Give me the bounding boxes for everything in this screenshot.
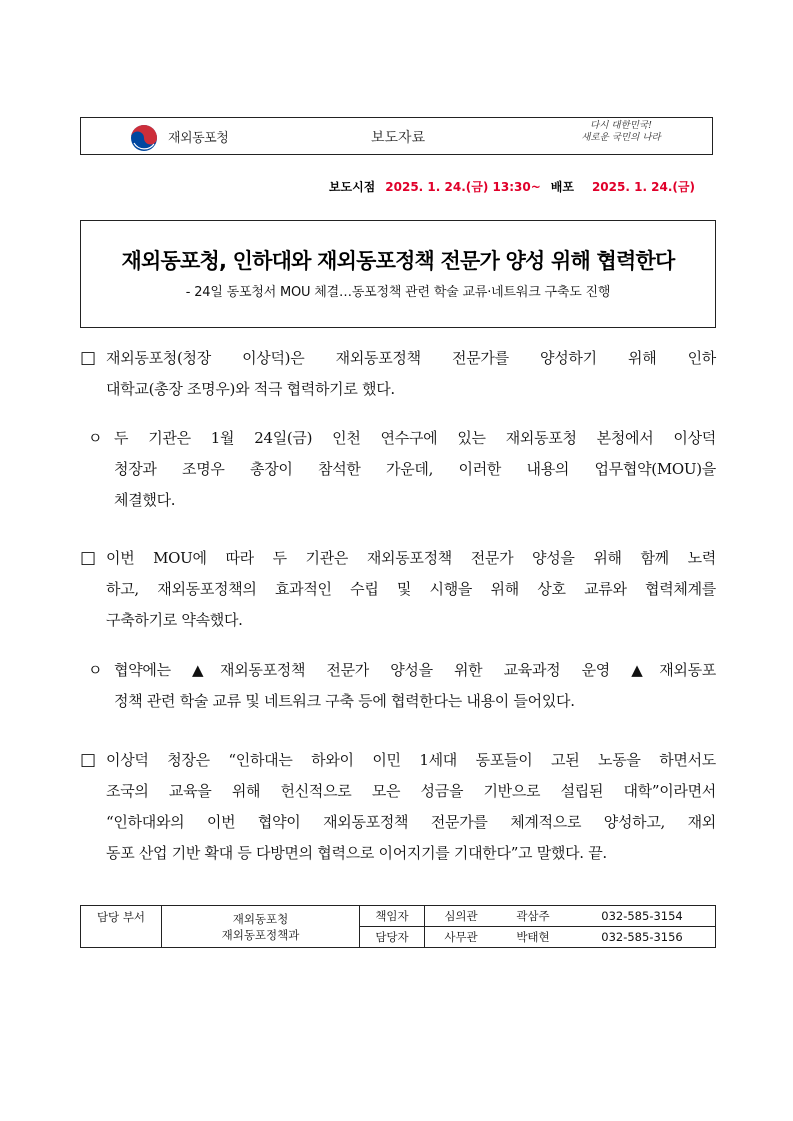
paragraph-line: 하고, 재외동포정책의 효과적인 수립 및 시행을 위해 상호 교류와 협력체계를 bbox=[106, 580, 716, 598]
name-cell: 곽삼주 bbox=[497, 906, 569, 927]
paragraph-line: 체결했다. bbox=[114, 491, 176, 509]
paragraph-line: 두 기관은 1월 24일(금) 인천 연수구에 있는 재외동포청 본청에서 이상덕 bbox=[114, 429, 716, 447]
paragraph-line: 구축하기로 약속했다. bbox=[106, 611, 243, 629]
dept-label: 담당 부서 bbox=[81, 906, 162, 948]
square-bullet-icon: □ bbox=[80, 548, 96, 568]
name-cell: 박태현 bbox=[497, 927, 569, 948]
title-cell: 사무관 bbox=[425, 927, 498, 948]
paragraph-2 bbox=[88, 423, 716, 516]
contact-table bbox=[80, 905, 716, 948]
role-cell: 담당자 bbox=[360, 927, 425, 948]
distribution-value: 2025. 1. 24.(금) bbox=[591, 180, 695, 194]
circle-bullet-icon: ㅇ bbox=[88, 661, 103, 679]
paragraph-line: 청장과 조명우 총장이 참석한 가운데, 이러한 내용의 업무협약(MOU)을 bbox=[114, 460, 716, 478]
square-bullet-icon: □ bbox=[80, 348, 96, 368]
phone-cell: 032-585-3154 bbox=[569, 906, 716, 927]
paragraph-line: 조국의 교육을 위해 헌신적으로 모은 성금을 기반으로 설립된 대학”이라면서 bbox=[106, 782, 716, 800]
release-time-value: 2025. 1. 24.(금) 13:30~ bbox=[385, 180, 541, 194]
title-cell: 심의관 bbox=[425, 906, 498, 927]
press-release-label: 보도자료 bbox=[371, 130, 426, 146]
sub-title: - 24일 동포청서 MOU 체결…동포정책 관련 학술 교류·네트워크 구축도 진행 bbox=[185, 285, 611, 300]
distribution-label: 배포 bbox=[550, 180, 574, 194]
paragraph-line: 정책 관련 학술 교류 및 네트워크 구축 등에 협력한다는 내용이 들어있다. bbox=[114, 692, 575, 710]
dept-name bbox=[162, 906, 360, 948]
government-logo-icon bbox=[129, 123, 159, 153]
square-bullet-icon: □ bbox=[80, 750, 96, 770]
dept-line-2: 재외동포정책과 bbox=[221, 927, 300, 942]
slogan bbox=[561, 120, 681, 144]
dept-line-1: 재외동포청 bbox=[232, 911, 289, 926]
header-box bbox=[80, 117, 713, 155]
slogan-line-1: 다시 대한민국! bbox=[590, 120, 652, 131]
paragraph-line: 이번 MOU에 따라 두 기관은 재외동포정책 전문가 양성을 위해 함께 노력 bbox=[106, 549, 716, 567]
agency-name: 재외동포청 bbox=[168, 131, 229, 146]
paragraph-line: 동포 산업 기반 확대 등 다방면의 협력으로 이어지기를 기대한다”고 말했다. 끝. bbox=[106, 844, 607, 862]
paragraph-line: 협약에는 ▲재외동포정책 전문가 양성을 위한 교육과정 운영 ▲재외동포 bbox=[114, 661, 716, 679]
paragraph-3 bbox=[80, 543, 716, 636]
paragraph-4 bbox=[88, 655, 716, 717]
paragraph-1 bbox=[80, 343, 716, 405]
slogan-line-2: 새로운 국민의 나라 bbox=[581, 132, 661, 143]
phone-cell: 032-585-3156 bbox=[569, 927, 716, 948]
paragraph-line: 이상덕 청장은 “인하대는 하와이 이민 1세대 동포들이 고된 노동을 하면서도 bbox=[106, 751, 716, 769]
paragraph-line: 재외동포청(청장 이상덕)은 재외동포정책 전문가를 양성하기 위해 인하 bbox=[106, 349, 716, 367]
paragraph-line: “인하대와의 이번 협약이 재외동포정책 전문가를 체계적으로 양성하고, 재외 bbox=[106, 813, 716, 831]
paragraph-5 bbox=[80, 745, 716, 869]
role-cell: 책임자 bbox=[360, 906, 425, 927]
title-box bbox=[80, 220, 716, 328]
main-title: 재외동포청, 인하대와 재외동포정책 전문가 양성 위해 협력한다 bbox=[121, 249, 675, 273]
release-info bbox=[329, 178, 695, 195]
table-row bbox=[81, 906, 716, 927]
circle-bullet-icon: ㅇ bbox=[88, 429, 103, 447]
paragraph-line: 대학교(총장 조명우)와 적극 협력하기로 했다. bbox=[106, 380, 395, 398]
release-time-label: 보도시점 bbox=[328, 180, 376, 194]
